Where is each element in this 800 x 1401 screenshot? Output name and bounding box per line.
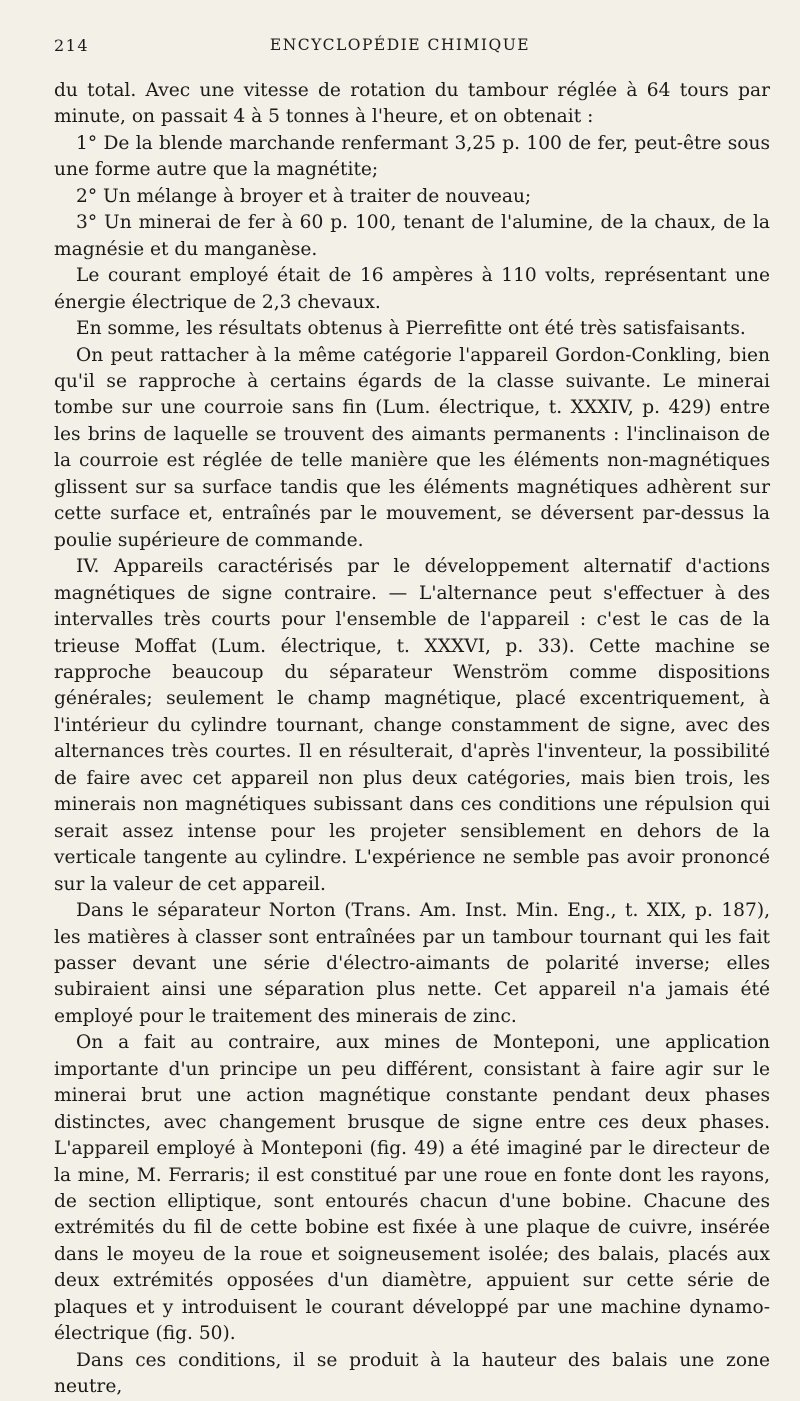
page-number: 214 <box>54 36 90 55</box>
list-item: 3° Un minerai de fer à 60 p. 100, tenant de l'alumine, de la chaux, de la magnésie et du manganèse. <box>54 212 770 260</box>
paragraph: Le courant employé était de 16 ampères à 110 volts, représentant une énergie électrique de 2,3 chevaux. <box>54 265 770 313</box>
page-header <box>54 36 770 64</box>
paragraph: On peut rattacher à la même catégorie l'appareil Gordon-Conkling, bien qu'il se rapproche à certains égards de la classe suivante. Le minerai tombe sur une courroie sans fin (Lum. électrique, t. XXXIV, p. 429) entre les brins de laquelle se trouvent des aimants permanents : l'inclinaison de la courroie est réglée de telle manière que les éléments non-magnétiques glissent sur sa surface tandis que les éléments magnétiques adhèrent sur cette surface et, entraînés par le mouvement, se déversent par-dessus la poulie supérieure de commande. <box>54 344 770 551</box>
paragraph: On a fait au contraire, aux mines de Monteponi, une application importante d'un principe un peu différent, consistant à faire agir sur le minerai brut une action magnétique constante pendant deux phases distinctes, avec changement brusque de signe entre ces deux phases. L'appareil employé à Monteponi (fig. 49) a été imaginé par le directeur de la mine, M. Ferraris; il est constitué par une roue en fonte dont les rayons, de section elliptique, sont entourés chacun d'une bobine. Chacune des extrémités du fil de cette bobine est fixée à une plaque de cuivre, insérée dans le moyeu de la roue et soigneusement isolée; des balais, placés aux deux extrémités opposées d'un diamètre, appuient sur cette série de plaques et y introduisent le courant développé par une machine dynamo-électrique (fig. 50). <box>54 1032 770 1345</box>
paragraph: En somme, les résultats obtenus à Pierrefitte ont été très satisfaisants. <box>76 318 746 340</box>
body-text <box>54 78 770 1401</box>
paragraph: IV. Appareils caractérisés par le développement alternatif d'actions magnétiques de signe contraire. — L'alternance peut s'effectuer à des intervalles très courts pour l'ensemble de l'appareil : c'est le cas de la trieuse Moffat (Lum. électrique, t. XXXVI, p. 33). Cette machine se rapproche beaucoup du séparateur Wenström comme dispositions générales; seulement le champ magnétique, placé excentriquement, à l'intérieur du cylindre tournant, change constamment de signe, avec des alternances très courtes. Il en résulterait, d'après l'inventeur, la possibilité de faire avec cet appareil non plus deux catégories, mais bien trois, les minerais non magnétiques subissant dans ces conditions une répulsion qui serait assez intense pour les projeter sensiblement en dehors de la verticale tangente au cylindre. L'expérience ne semble pas avoir prononcé sur la valeur de cet appareil. <box>54 556 770 895</box>
list-item: 1° De la blende marchande renfermant 3,25 p. 100 de fer, peut-être sous une forme autre que la magnétite; <box>54 132 770 181</box>
paragraph: du total. Avec une vitesse de rotation du tambour réglée à 64 tours par minute, on passait 4 à 5 tonnes à l'heure, et on obtenait : <box>54 80 770 128</box>
list-item: 2° Un mélange à broyer et à traiter de nouveau; <box>76 185 532 207</box>
running-head: ENCYCLOPÉDIE CHIMIQUE <box>269 36 531 54</box>
paragraph: Dans ces conditions, il se produit à la hauteur des balais une zone neutre, <box>54 1349 770 1398</box>
paragraph: Dans le séparateur Norton (Trans. Am. Inst. Min. Eng., t. XIX, p. 187), les matières à classer sont entraînées par un tambour tournant qui les fait passer devant une série d'électro-aimants de polarité inverse; elles subiraient ainsi une séparation plus nette. Cet appareil n'a jamais été employé pour le traitement des minerais de zinc. <box>54 900 770 1027</box>
